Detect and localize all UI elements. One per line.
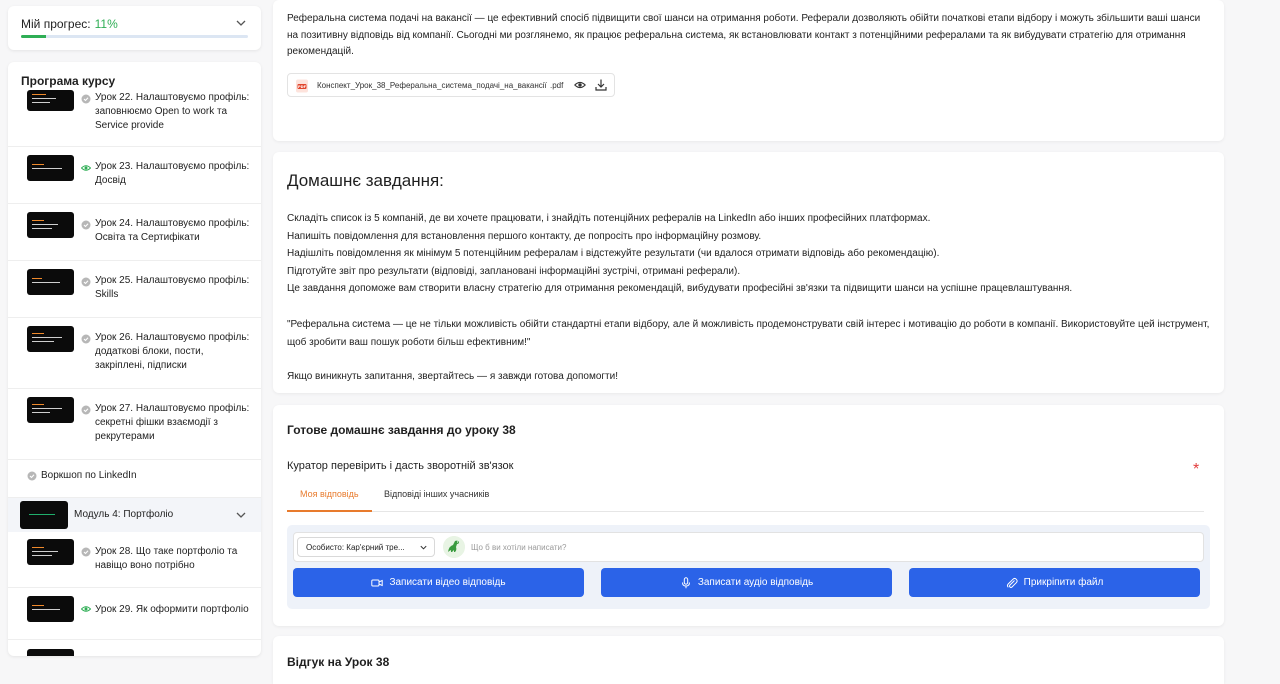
homework-step: Складіть список із 5 компаній, де ви хочете працювати, і знайдіть потенційних рефералів на LinkedIn або інших професійних платформах. (287, 213, 931, 224)
lesson-title: Урок 28. Що таке портфоліо та навіщо воно потрібно (95, 546, 238, 571)
tab-other-answers[interactable]: Відповіді інших учасників (384, 489, 490, 499)
lesson-thumbnail (27, 596, 74, 622)
module-title: Модуль 4: Портфоліо (74, 509, 174, 520)
chevron-down-icon[interactable] (235, 509, 247, 521)
file-name: Конспект_Урок_38_Реферальна_система_подачі_на_вакансії (317, 81, 547, 90)
answer-composer (287, 525, 1210, 609)
lesson-item[interactable] (8, 147, 261, 204)
pdf-file-icon (295, 79, 309, 93)
check-circle-icon (81, 405, 91, 415)
submission-title: Готове домашнє завдання до уроку 38 (287, 423, 516, 437)
file-extension: .pdf (550, 81, 564, 90)
check-circle-icon (81, 94, 91, 104)
check-circle-icon (81, 547, 91, 557)
attach-file-button[interactable] (909, 568, 1200, 597)
lesson-title: Урок 29. Як оформити портфоліо (95, 604, 249, 615)
lesson-thumbnail (27, 155, 74, 181)
module-thumbnail (20, 501, 68, 529)
workshop-item[interactable] (8, 460, 261, 498)
chevron-down-icon[interactable] (235, 17, 247, 29)
lesson-item[interactable] (8, 389, 261, 460)
lesson-title: Урок 24. Налаштовуємо профіль: Освіта та Сертифікати (95, 218, 250, 243)
video-camera-icon (371, 577, 383, 589)
lesson-title: Урок 27. Налаштовуємо профіль: секретні фішки взаємодії з рекрутерами (95, 403, 250, 442)
progress-label-text: Мій прогрес: (21, 17, 91, 31)
homework-step: Підготуйте звіт про результати (відповіді, заплановані інформаційні зустрічі, отримані реферали). (287, 265, 741, 277)
homework-step: Напишіть повідомлення для встановлення першого контакту, де попросіть про інформаційну розмову. (287, 230, 762, 242)
lesson-item[interactable] (8, 261, 261, 318)
homework-step: Це завдання допоможе вам створити власну стратегію для отримання рекомендацій, вибудувати професійні зв'язки та підвищити шанси на успішне працевлаштування. (287, 283, 1073, 294)
lesson-thumbnail (27, 649, 74, 656)
lesson-thumbnail (27, 326, 74, 352)
lesson-title: Урок 25. Налаштовуємо профіль: Skills (95, 275, 250, 300)
eye-icon (81, 163, 91, 173)
microphone-icon (680, 577, 692, 589)
lesson-item[interactable] (8, 640, 261, 656)
module-header[interactable] (8, 498, 261, 532)
lesson-title: Урок 22. Налаштовуємо профіль: заповнюємо Open to work та Service provide (95, 92, 250, 131)
eye-icon (81, 604, 91, 614)
homework-card (273, 152, 1224, 393)
check-circle-icon (81, 220, 91, 230)
eye-icon[interactable] (574, 79, 586, 91)
answer-text-input[interactable] (471, 539, 1191, 555)
submission-card (273, 405, 1224, 626)
dinosaur-icon[interactable] (443, 536, 465, 558)
record-audio-button[interactable] (601, 568, 892, 597)
attachment-file[interactable] (287, 73, 615, 97)
lesson-thumbnail (27, 90, 74, 111)
visibility-select-value: Особисто: Кар'єрний тре... (306, 543, 405, 552)
tab-my-answer[interactable]: Моя відповідь (287, 489, 372, 512)
progress-percent: 11% (94, 17, 118, 31)
lesson-thumbnail (27, 212, 74, 238)
svg-text:PDF: PDF (297, 85, 307, 89)
lesson-item[interactable] (8, 532, 261, 588)
lesson-thumbnail (27, 539, 74, 565)
review-title: Відгук на Урок 38 (287, 655, 390, 669)
progress-bar (21, 35, 248, 38)
curator-note: Куратор перевірить і дасть зворотній зв'язок (287, 460, 514, 472)
check-circle-icon (27, 471, 37, 481)
answer-input-row (293, 532, 1204, 562)
paperclip-icon (1006, 577, 1018, 589)
lesson-thumbnail (27, 397, 74, 423)
lesson-item[interactable] (8, 204, 261, 261)
progress-label (21, 17, 118, 31)
intro-text: Реферальна система подачі на вакансії — це ефективний спосіб підвищити свої шанси на отримання роботи. Реферали дозволяють обійти початкові етапи відбору і можуть збільшити ваші шанси на позитивну відповідь від компанії. Сьогодні ми розглянемо, як працює реферальна система, як встановлювати контакт з потенційними рефералами та як вибудувати стратегію для отримання рекомендацій. (287, 13, 1201, 57)
workshop-title: Воркшоп по LinkedIn (41, 470, 137, 481)
course-program-panel (8, 62, 261, 656)
lesson-item[interactable] (8, 318, 261, 389)
chevron-down-icon (419, 543, 428, 552)
record-video-button[interactable] (293, 568, 584, 597)
progress-bar-fill (21, 35, 46, 38)
record-video-label: Записати відео відповідь (389, 577, 506, 588)
homework-quote: "Реферальна система — це не тільки можливість обійти стандартні етапи відбору, але й можливість продемонструвати свій інтерес і мотивацію до роботи в компанії. Використовуйте цей інструмент, щоб зробити ваш пошук роботи більш ефективним!" (287, 319, 1210, 348)
lesson-title: Урок 23. Налаштовуємо профіль: Досвід (95, 161, 250, 186)
lesson-intro-card (273, 0, 1224, 141)
progress-card[interactable] (8, 6, 261, 50)
record-audio-label: Записати аудіо відповідь (697, 577, 814, 588)
lesson-thumbnail (27, 269, 74, 295)
visibility-select[interactable] (297, 537, 435, 557)
answer-tabs (287, 483, 1204, 512)
homework-step: Надішліть повідомлення як мінімум 5 потенційним рефералам і відстежуйте результати (чи вдалося отримати відповідь або рекомендацію). (287, 248, 940, 259)
check-circle-icon (81, 334, 91, 344)
lesson-title: Урок 26. Налаштовуємо профіль: додаткові блоки, пости, закріплені, підписки (95, 332, 250, 371)
homework-steps (287, 210, 1212, 298)
lesson-item[interactable] (8, 588, 261, 640)
lesson-item[interactable] (8, 90, 261, 147)
review-card (273, 636, 1224, 684)
program-title: Програма курсу (21, 74, 251, 88)
homework-title: Домашнє завдання: (287, 171, 444, 190)
required-mark: * (1193, 461, 1200, 478)
attach-file-label: Прикріпити файл (1023, 577, 1104, 588)
homework-contact-note: Якщо виникнуть запитання, звертайтесь — я завжди готова допомогти! (287, 371, 618, 382)
download-icon[interactable] (594, 78, 608, 92)
check-circle-icon (81, 277, 91, 287)
